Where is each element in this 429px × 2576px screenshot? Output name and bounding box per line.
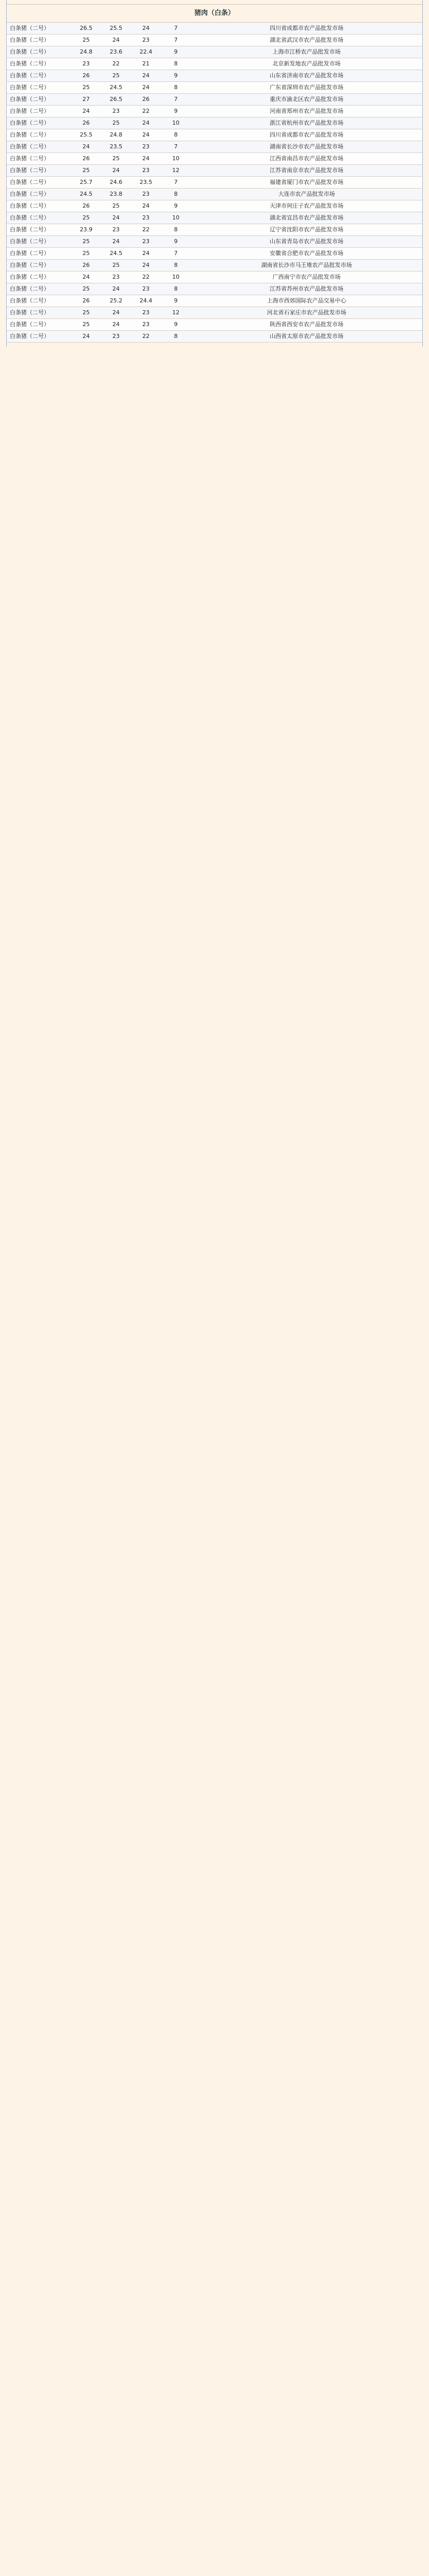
cell-weight: 7 [174,143,178,150]
table-row [7,129,422,141]
cell-avg-price: 24.5 [109,250,123,257]
cell-low-price: 26 [142,96,150,103]
cell-product-name: 白条猪（二号） [10,131,50,138]
price-table-page [6,0,423,347]
cell-weight: 9 [174,72,178,79]
cell-weight: 9 [174,238,178,245]
cell-product-name: 白条猪（二号） [10,143,50,150]
cell-high-price: 25.5 [79,131,93,138]
cell-product-name: 白条猪（二号） [10,96,50,103]
cell-market-name: 重庆市渝北区农产品批发市场 [270,96,343,103]
cell-market-name: 四川省成都市农产品批发市场 [270,131,343,138]
cell-market-name: 上海市江桥农产品批发市场 [272,48,341,55]
cell-low-price: 23 [142,214,150,221]
cell-avg-price: 24 [112,214,120,221]
cell-product-name: 白条猪（二号） [10,285,50,292]
cell-weight: 10 [172,274,179,280]
cell-weight: 12 [172,309,179,316]
cell-high-price: 24.5 [79,191,93,197]
cell-high-price: 25 [82,250,90,257]
cell-high-price: 26 [82,202,90,209]
cell-weight: 8 [174,226,178,233]
cell-product-name: 白条猪（二号） [10,333,50,340]
cell-market-name: 上海市西郊国际农产品交易中心 [267,297,346,304]
cell-weight: 8 [174,333,178,340]
cell-product-name: 白条猪（二号） [10,202,50,209]
cell-high-price: 25 [82,285,90,292]
cell-avg-price: 25 [112,155,120,162]
table-row [7,307,422,319]
cell-weight: 7 [174,37,178,43]
cell-low-price: 23 [142,37,150,43]
cell-high-price: 25.7 [79,179,93,185]
table-row [7,177,422,189]
cell-market-name: 陕西省西安市农产品批发市场 [270,321,343,328]
cell-low-price: 23 [142,309,150,316]
cell-product-name: 白条猪（二号） [10,60,50,67]
cell-product-name: 白条猪（二号） [10,72,50,79]
cell-market-name: 天津市何庄子农产品批发市场 [270,202,343,209]
cell-market-name: 北京新发地农产品批发市场 [272,60,341,67]
cell-weight: 9 [174,108,178,114]
cell-weight: 8 [174,84,178,91]
cell-market-name: 广东省深圳市农产品批发市场 [270,84,343,91]
cell-product-name: 白条猪（二号） [10,297,50,304]
cell-low-price: 22 [142,108,150,114]
cell-avg-price: 24.8 [109,131,123,138]
cell-market-name: 山东省济南市农产品批发市场 [270,72,343,79]
cell-market-name: 湖南省长沙市马王堆农产品批发市场 [261,262,352,268]
cell-avg-price: 26.5 [109,96,123,103]
table-row [7,331,422,343]
cell-weight: 10 [172,155,179,162]
cell-product-name: 白条猪（二号） [10,108,50,114]
cell-product-name: 白条猪（二号） [10,179,50,185]
cell-high-price: 24 [82,274,90,280]
cell-avg-price: 24 [112,37,120,43]
cell-market-name: 福建省厦门市农产品批发市场 [270,179,343,185]
cell-low-price: 22 [142,333,150,340]
cell-avg-price: 25.2 [109,297,123,304]
cell-high-price: 26 [82,155,90,162]
price-section [7,4,422,343]
section-title: 猪肉（白条） [7,5,422,23]
cell-product-name: 白条猪（二号） [10,250,50,257]
cell-high-price: 26 [82,120,90,126]
cell-product-name: 白条猪（二号） [10,167,50,174]
sections-container [7,4,422,343]
cell-avg-price: 25 [112,72,120,79]
table-row [7,236,422,248]
cell-avg-price: 25.5 [109,25,123,31]
cell-weight: 7 [174,96,178,103]
table-row [7,319,422,331]
cell-market-name: 山西省太原市农产品批发市场 [270,333,343,340]
cell-high-price: 26 [82,72,90,79]
cell-high-price: 24.8 [79,48,93,55]
cell-high-price: 27 [82,96,90,103]
cell-weight: 9 [174,202,178,209]
cell-avg-price: 24 [112,167,120,174]
cell-high-price: 24 [82,333,90,340]
cell-product-name: 白条猪（二号） [10,262,50,268]
cell-high-price: 25 [82,321,90,328]
table-row [7,46,422,58]
cell-low-price: 24.4 [139,297,153,304]
cell-low-price: 24 [142,155,150,162]
cell-avg-price: 25 [112,262,120,268]
cell-high-price: 25 [82,84,90,91]
cell-product-name: 白条猪（二号） [10,238,50,245]
cell-low-price: 24 [142,120,150,126]
cell-avg-price: 24 [112,238,120,245]
cell-weight: 10 [172,214,179,221]
cell-market-name: 河北省石家庄市农产品批发市场 [267,309,346,316]
cell-market-name: 江苏省苏州市农产品批发市场 [270,285,343,292]
table-row [7,248,422,260]
cell-avg-price: 24 [112,285,120,292]
cell-product-name: 白条猪（二号） [10,191,50,197]
cell-weight: 8 [174,60,178,67]
cell-weight: 9 [174,297,178,304]
cell-low-price: 22 [142,226,150,233]
cell-avg-price: 23 [112,333,120,340]
cell-avg-price: 25 [112,120,120,126]
cell-low-price: 21 [142,60,150,67]
cell-low-price: 24 [142,25,150,31]
cell-low-price: 24 [142,250,150,257]
cell-market-name: 湖北省武汉市农产品批发市场 [270,37,343,43]
cell-weight: 12 [172,167,179,174]
cell-market-name: 浙江省杭州市农产品批发市场 [270,120,343,126]
cell-avg-price: 23.8 [109,191,123,197]
table-row [7,153,422,165]
cell-product-name: 白条猪（二号） [10,226,50,233]
cell-weight: 8 [174,262,178,268]
cell-market-name: 湖北省宜昌市农产品批发市场 [270,214,343,221]
cell-product-name: 白条猪（二号） [10,155,50,162]
table-row [7,82,422,94]
cell-high-price: 25 [82,238,90,245]
cell-product-name: 白条猪（二号） [10,321,50,328]
cell-product-name: 白条猪（二号） [10,48,50,55]
cell-avg-price: 23 [112,108,120,114]
cell-product-name: 白条猪（二号） [10,25,50,31]
cell-market-name: 湖南省长沙市农产品批发市场 [270,143,343,150]
table-row [7,200,422,212]
cell-weight: 9 [174,321,178,328]
bottom-padding [7,343,422,347]
cell-low-price: 24 [142,131,150,138]
cell-avg-price: 25 [112,202,120,209]
cell-avg-price: 24 [112,321,120,328]
cell-low-price: 24 [142,72,150,79]
cell-low-price: 23 [142,167,150,174]
table-row [7,94,422,106]
cell-high-price: 25 [82,214,90,221]
cell-high-price: 24 [82,108,90,114]
cell-avg-price: 24 [112,309,120,316]
table-row [7,295,422,307]
table-row [7,58,422,70]
cell-avg-price: 23 [112,274,120,280]
cell-product-name: 白条猪（二号） [10,37,50,43]
table-row [7,283,422,295]
cell-market-name: 四川省成都市农产品批发市场 [270,25,343,31]
cell-low-price: 23 [142,143,150,150]
cell-market-name: 大连市农产品批发市场 [278,191,335,197]
cell-avg-price: 22 [112,60,120,67]
cell-avg-price: 24.6 [109,179,123,185]
cell-weight: 7 [174,179,178,185]
table-row [7,212,422,224]
cell-market-name: 安徽省合肥市农产品批发市场 [270,250,343,257]
cell-product-name: 白条猪（二号） [10,84,50,91]
cell-product-name: 白条猪（二号） [10,214,50,221]
table-row [7,189,422,200]
cell-weight: 9 [174,48,178,55]
cell-low-price: 23.5 [139,179,153,185]
cell-market-name: 江苏省南京市农产品批发市场 [270,167,343,174]
cell-product-name: 白条猪（二号） [10,309,50,316]
cell-weight: 7 [174,250,178,257]
table-row [7,224,422,236]
cell-weight: 10 [172,120,179,126]
cell-low-price: 24 [142,84,150,91]
cell-low-price: 23 [142,321,150,328]
cell-low-price: 24 [142,262,150,268]
cell-low-price: 22.4 [139,48,153,55]
cell-market-name: 辽宁省沈阳市农产品批发市场 [270,226,343,233]
cell-high-price: 26 [82,262,90,268]
table-row [7,70,422,82]
cell-low-price: 23 [142,238,150,245]
table-row [7,35,422,46]
table-row [7,106,422,117]
cell-product-name: 白条猪（二号） [10,274,50,280]
cell-market-name: 广西南宁市农产品批发市场 [272,274,341,280]
cell-product-name: 白条猪（二号） [10,120,50,126]
cell-avg-price: 23.5 [109,143,123,150]
cell-high-price: 25 [82,167,90,174]
table-row [7,272,422,283]
table-row [7,260,422,272]
cell-weight: 7 [174,25,178,31]
cell-avg-price: 23.6 [109,48,123,55]
cell-weight: 8 [174,131,178,138]
table-row [7,141,422,153]
cell-high-price: 25 [82,37,90,43]
cell-high-price: 26.5 [79,25,93,31]
table-row [7,117,422,129]
table-row [7,165,422,177]
cell-low-price: 24 [142,202,150,209]
cell-avg-price: 23 [112,226,120,233]
cell-high-price: 23 [82,60,90,67]
table-row [7,23,422,35]
cell-market-name: 河南省郑州市农产品批发市场 [270,108,343,114]
cell-market-name: 山东省青岛市农产品批发市场 [270,238,343,245]
cell-weight: 8 [174,285,178,292]
cell-market-name: 江西省南昌市农产品批发市场 [270,155,343,162]
cell-high-price: 25 [82,309,90,316]
cell-high-price: 24 [82,143,90,150]
cell-low-price: 22 [142,274,150,280]
cell-avg-price: 24.5 [109,84,123,91]
cell-weight: 8 [174,191,178,197]
cell-low-price: 23 [142,191,150,197]
cell-high-price: 23.9 [79,226,93,233]
cell-low-price: 23 [142,285,150,292]
cell-high-price: 26 [82,297,90,304]
